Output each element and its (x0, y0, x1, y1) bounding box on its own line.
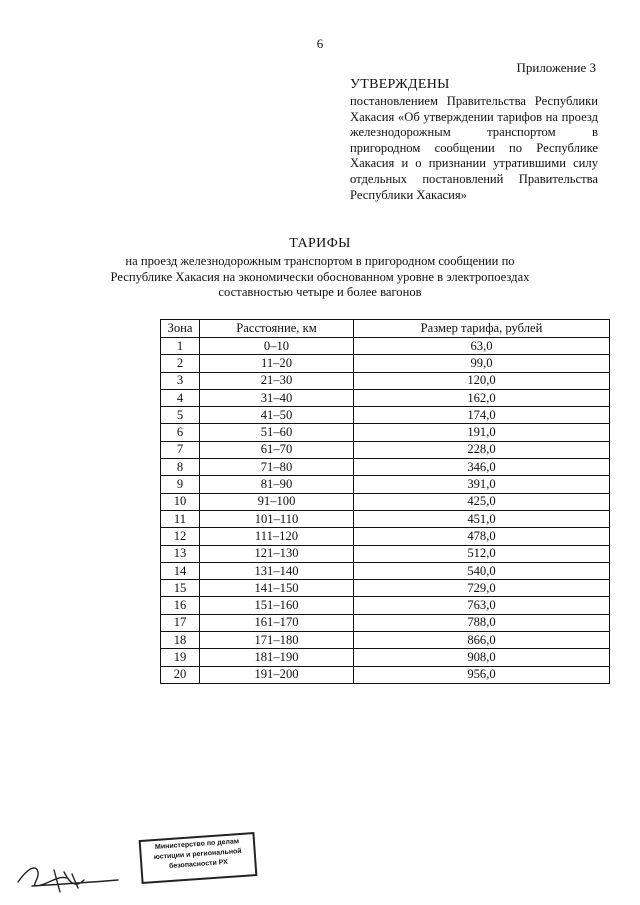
cell-zone: 6 (161, 424, 200, 441)
table-header-row (161, 320, 610, 338)
cell-distance: 91–100 (200, 493, 354, 510)
cell-tariff: 512,0 (354, 545, 610, 562)
table-row (161, 493, 610, 510)
cell-tariff: 99,0 (354, 355, 610, 372)
stamp-line: безопасности РХ (168, 858, 229, 871)
cell-zone: 14 (161, 562, 200, 579)
cell-tariff: 729,0 (354, 580, 610, 597)
cell-distance: 11–20 (200, 355, 354, 372)
cell-zone: 5 (161, 407, 200, 424)
cell-distance: 101–110 (200, 510, 354, 527)
tariff-table (160, 319, 610, 684)
cell-distance: 111–120 (200, 528, 354, 545)
table-row (161, 338, 610, 355)
cell-distance: 81–90 (200, 476, 354, 493)
table-row (161, 528, 610, 545)
cell-tariff: 908,0 (354, 649, 610, 666)
cell-tariff: 63,0 (354, 338, 610, 355)
table-row (161, 562, 610, 579)
table-row (161, 545, 610, 562)
table-row (161, 614, 610, 631)
cell-zone: 7 (161, 441, 200, 458)
cell-zone: 20 (161, 666, 200, 683)
cell-tariff: 956,0 (354, 666, 610, 683)
cell-zone: 9 (161, 476, 200, 493)
cell-distance: 121–130 (200, 545, 354, 562)
cell-tariff: 763,0 (354, 597, 610, 614)
handwritten-signature (14, 858, 134, 898)
cell-distance: 151–160 (200, 597, 354, 614)
table-body (161, 338, 610, 684)
cell-tariff: 228,0 (354, 441, 610, 458)
approved-heading: УТВЕРЖДЕНЫ (350, 77, 450, 92)
table-row (161, 666, 610, 683)
cell-distance: 31–40 (200, 389, 354, 406)
cell-distance: 71–80 (200, 459, 354, 476)
header-zone: Зона (161, 320, 200, 338)
cell-zone: 17 (161, 614, 200, 631)
cell-tariff: 425,0 (354, 493, 610, 510)
cell-zone: 3 (161, 372, 200, 389)
header-distance: Расстояние, км (200, 320, 354, 338)
cell-tariff: 174,0 (354, 407, 610, 424)
cell-distance: 0–10 (200, 338, 354, 355)
table-row (161, 389, 610, 406)
stamp-line: Министерство по делам (154, 838, 240, 851)
cell-zone: 11 (161, 510, 200, 527)
table-row (161, 424, 610, 441)
cell-tariff: 788,0 (354, 614, 610, 631)
cell-zone: 16 (161, 597, 200, 614)
cell-distance: 131–140 (200, 562, 354, 579)
cell-tariff: 191,0 (354, 424, 610, 441)
appendix-label: Приложение 3 (516, 60, 596, 75)
document-subtitle: на проезд железнодорожным транспортом в пригородном сообщении по Республике Хакасия на экономически обоснованном уровне в электропоездах составностью четыре и более вагонов (110, 254, 530, 300)
cell-tariff: 162,0 (354, 389, 610, 406)
cell-tariff: 540,0 (354, 562, 610, 579)
table-row (161, 510, 610, 527)
cell-zone: 19 (161, 649, 200, 666)
table-row (161, 459, 610, 476)
header-tariff: Размер тарифа, рублей (354, 320, 610, 338)
cell-zone: 1 (161, 338, 200, 355)
cell-zone: 4 (161, 389, 200, 406)
cell-distance: 41–50 (200, 407, 354, 424)
cell-distance: 191–200 (200, 666, 354, 683)
stamp-line: юстиции и региональной (153, 847, 242, 862)
cell-zone: 13 (161, 545, 200, 562)
table-row (161, 597, 610, 614)
ministry-stamp (139, 832, 258, 884)
cell-tariff: 120,0 (354, 372, 610, 389)
approval-text: постановлением Правительства Республики Хакасия «Об утверждении тарифов на проезд железнодорожным транспортом в пригородном сообщении по Республике Хакасия и о признании утратившими силу отдельных постановлений Правительства Республики Хакасия» (350, 94, 598, 202)
cell-distance: 181–190 (200, 649, 354, 666)
cell-distance: 161–170 (200, 614, 354, 631)
page-number: 6 (316, 36, 324, 51)
cell-zone: 10 (161, 493, 200, 510)
cell-zone: 2 (161, 355, 200, 372)
cell-distance: 21–30 (200, 372, 354, 389)
table-row (161, 649, 610, 666)
cell-distance: 61–70 (200, 441, 354, 458)
table-row (161, 580, 610, 597)
table-row (161, 407, 610, 424)
cell-distance: 51–60 (200, 424, 354, 441)
cell-distance: 171–180 (200, 632, 354, 649)
cell-distance: 141–150 (200, 580, 354, 597)
table-row (161, 441, 610, 458)
cell-zone: 15 (161, 580, 200, 597)
table-row (161, 372, 610, 389)
cell-tariff: 451,0 (354, 510, 610, 527)
cell-tariff: 478,0 (354, 528, 610, 545)
cell-tariff: 346,0 (354, 459, 610, 476)
table-row (161, 632, 610, 649)
document-title: ТАРИФЫ (289, 236, 351, 251)
cell-zone: 8 (161, 459, 200, 476)
table-row (161, 355, 610, 372)
cell-zone: 18 (161, 632, 200, 649)
cell-tariff: 391,0 (354, 476, 610, 493)
cell-zone: 12 (161, 528, 200, 545)
cell-tariff: 866,0 (354, 632, 610, 649)
table-row (161, 476, 610, 493)
